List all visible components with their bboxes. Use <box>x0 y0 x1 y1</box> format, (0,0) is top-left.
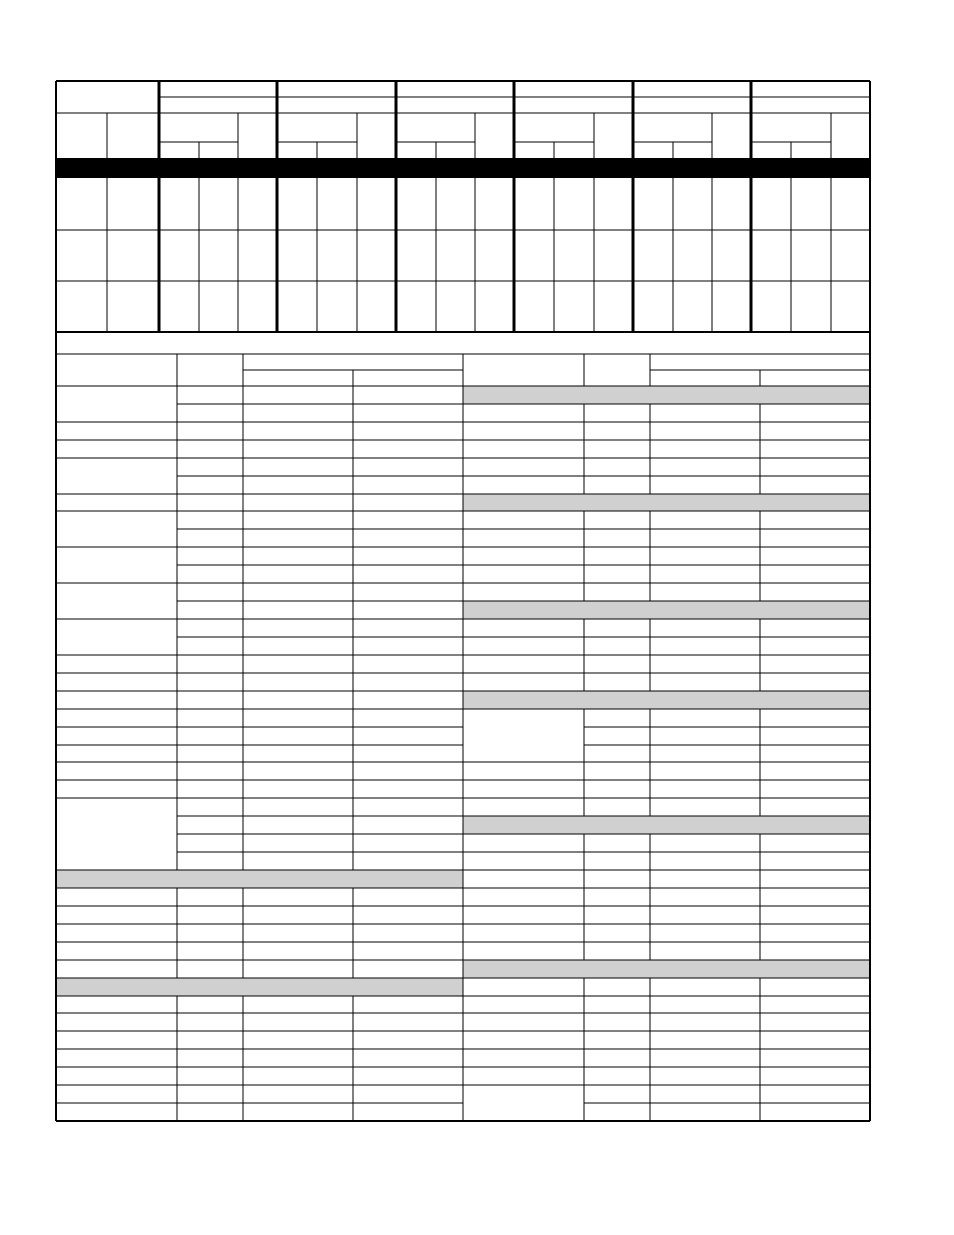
lower-grid-lines <box>56 332 870 1121</box>
black-header-band <box>56 158 870 178</box>
shaded-section-right <box>463 960 870 978</box>
shaded-section-left <box>56 870 463 888</box>
shaded-section-right <box>463 494 870 511</box>
shaded-section-left <box>56 978 463 996</box>
shaded-section-right <box>463 386 870 404</box>
shaded-section-right <box>463 601 870 619</box>
upper-grid-lines <box>56 81 870 332</box>
shaded-section-right <box>463 691 870 709</box>
lower-grid-table <box>56 332 870 1121</box>
shaded-section-right <box>463 816 870 834</box>
upper-grid-table <box>56 81 870 332</box>
